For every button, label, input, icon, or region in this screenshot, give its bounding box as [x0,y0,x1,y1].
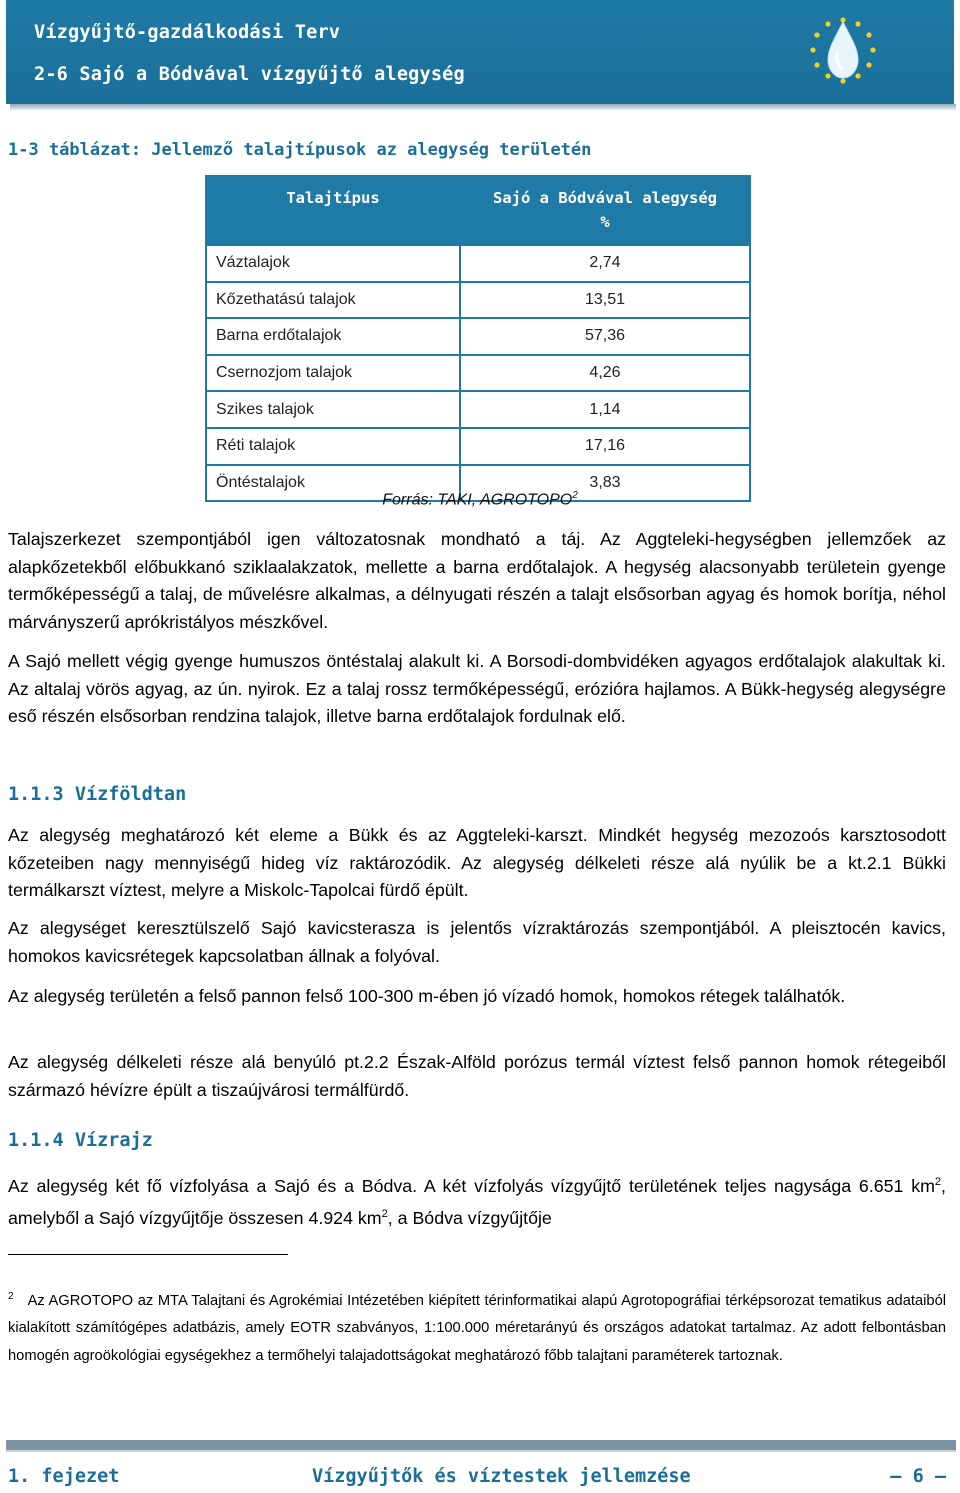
soil-name: Váztalajok [206,245,460,282]
column-header-percentage-line1: Sajó a Bódvával alegység [493,189,717,207]
rivers-text-part3: , a Bódva vízgyűjtője [387,1207,552,1228]
table-source-text: Forrás: TAKI, AGROTOPO [382,491,573,509]
header-shadow [10,104,956,110]
paragraph-gravel-terrace: Az alegységet keresztülszelő Sajó kavicsterasza is jelentős vízraktározás szempontjából. A pleisztocén kavics, homokos kavicsrétegek kapcsolatban állnak a folyóval. [8,918,946,966]
column-header-soil-type: Talajtípus [206,176,460,245]
paragraph-sajo-soils: A Sajó mellett végig gyenge humuszos öntéstalaj alakult ki. A Borsodi-dombvidéken agyagos erdőtalajok alakultak ki. Az altalaj vörös agyag, az ún. nyirok. Ez a talaj rossz termőképességű, erózióra hajlamos. A Bükk-hegység alegységre eső részén elsősorban rendzina talajok, illetve barna erdőtalajok fordulnak elő. [8,651,946,727]
footer-page-number: – 6 – [890,1466,946,1487]
section-heading-hydrography: 1.1.4 Vízrajz [8,1130,153,1151]
eu-water-drop-logo [802,8,884,90]
footnote-mark: 2 [8,1291,14,1302]
table-row [206,355,750,392]
table-row [206,245,750,282]
table-caption: 1-3 táblázat: Jellemző talajtípusok az alegység területén [8,140,592,160]
footnote-text: Az AGROTOPO az MTA Talajtani és Agrokémiai Intézetében kiépített térinformatikai alapú Agrotopográfiai térképsorozat tematikus adataiból kialakított számítógépes adatbázis, amely EOTR szabványos, 1:100.000 méretarányú és országos adatokat tartalmaz. Az adott felbontásban homogén agroökológiai egységekhez a termőhelyi talajadottságokat meghatározó főbb talajtani paraméterek tartoznak. [8,1293,946,1364]
paragraph-karst: Az alegység meghatározó két eleme a Bükk és az Aggteleki-karszt. Mindkét hegység mezozoós karsztosodott kőzeteiben nagy mennyiségű hideg víz raktározódik. Az alegység délkeleti része alá nyúlik be a kt.2.1 Bükki termálkarszt víztest, melyre a Miskolc-Tapolcai fürdő épült. [8,825,946,901]
soil-name: Kőzethatású talajok [206,282,460,319]
soil-percentage: 17,16 [460,428,750,465]
soil-name: Öntéstalajok [206,465,460,502]
soil-percentage: 1,14 [460,391,750,428]
soil-name: Barna erdőtalajok [206,318,460,355]
page-header [6,0,954,104]
soil-name: Réti talajok [206,428,460,465]
footnote-divider [8,1254,288,1255]
soil-percentage: 13,51 [460,282,750,319]
paragraph-rivers [8,1169,946,1232]
table-source-footnote-mark: 2 [572,490,578,501]
header-title: Vízgyűjtő-gazdálkodási Terv [34,22,341,43]
soil-percentage: 57,36 [460,318,750,355]
paragraph-thermal: Az alegység délkeleti része alá benyúló pt.2.2 Észak-Alföld porózus termál víztest felső pannon homok rétegeiből származó hévízre épült a tiszaújvárosi termálfürdő. [8,1052,946,1100]
rivers-text-part2: , amelyből a Sajó vízgyűjtője összesen 4.924 km [8,1175,946,1228]
section-heading-hydrogeology: 1.1.3 Vízföldtan [8,784,187,805]
footer-chapter: 1. fejezet [8,1466,120,1487]
km2-superscript: 2 [381,1207,388,1220]
soil-name: Csernozjom talajok [206,355,460,392]
paragraph-soil-structure: Talajszerkezet szempontjából igen változatosnak mondható a táj. Az Aggteleki-hegységben jellemzőek az alapkőzetekből előbukkanó sziklaalakzatok, mellette a barna erdőtalajok. A hegység alacsonyabb területein gyenge termőképességű a talaj, de művelésre alkalmas, a délnyugati részén a talajt elsősorban agyag és homok borítja, néhol márványszerű aprókristályos mészkővel. [8,529,946,632]
soil-percentage: 2,74 [460,245,750,282]
paragraph-pannon: Az alegység területén a felső pannon felső 100-300 m-ében jó vízadó homok, homokos rétegek találhatók. [8,986,846,1006]
soil-name: Szikes talajok [206,391,460,428]
footer-chapter-title: Vízgyűjtők és víztestek jellemzése [312,1466,691,1487]
column-header-percentage [460,176,750,245]
soil-percentage: 4,26 [460,355,750,392]
header-subtitle: 2-6 Sajó a Bódvával vízgyűjtő alegység [34,64,465,85]
soil-type-table [205,175,751,502]
footer-bar [6,1440,956,1452]
km2-superscript: 2 [934,1176,942,1188]
table-row [206,428,750,465]
table-row [206,318,750,355]
rivers-text-part1: Az alegység két fő vízfolyása a Sajó és a Bódva. A két vízfolyás vízgyűjtő területének teljes nagysága 6.651 km [8,1175,935,1196]
column-header-percentage-unit: % [600,213,610,231]
soil-percentage: 3,83 [460,465,750,502]
table-source [0,490,960,509]
footnote-agrotopo [8,1283,946,1370]
table-row [206,282,750,319]
table-row [206,391,750,428]
